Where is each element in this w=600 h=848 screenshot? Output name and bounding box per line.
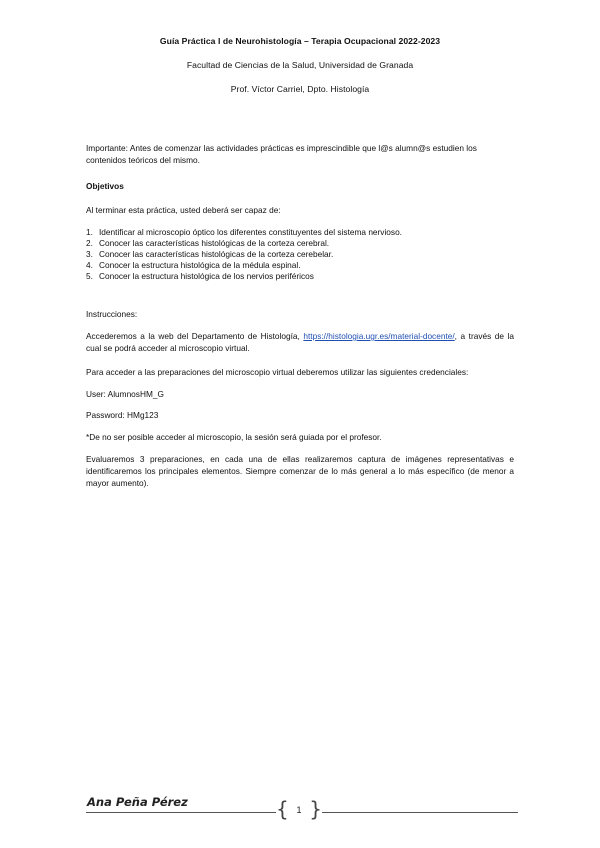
list-item-number: 5. xyxy=(86,271,93,281)
list-item-number: 3. xyxy=(86,249,93,259)
list-item-number: 1. xyxy=(86,227,93,237)
list-item-text: Conocer las características histológicas de la corteza cerebral. xyxy=(99,238,330,248)
faculty-line: Facultad de Ciencias de la Salud, Universidad de Granada xyxy=(186,60,414,70)
list-item-number: 4. xyxy=(86,260,93,270)
access-text-after: , a través de la cual se podrá acceder al microscopio virtual. xyxy=(86,331,515,353)
list-item-text: Conocer las características histológicas de la corteza cerebelar. xyxy=(99,249,334,259)
page-number: 1 xyxy=(296,805,302,815)
professor-line: Prof. Víctor Carriel, Dpto. Histología xyxy=(230,84,370,94)
objetivos-list xyxy=(86,227,514,282)
access-note: *De no ser posible acceder al microscopio, la sesión será guiada por el profesor. xyxy=(86,432,382,442)
credentials-lead: Para acceder a las preparaciones del microscopio virtual deberemos utilizar las siguientes credenciales: xyxy=(86,367,469,377)
access-text-before: Accederemos a la web del Departamento de Histología, xyxy=(86,331,300,341)
list-item xyxy=(86,271,514,282)
access-paragraph xyxy=(86,330,514,354)
footer-rule-left xyxy=(86,812,276,813)
list-item-number: 2. xyxy=(86,238,93,248)
page-number-box xyxy=(276,797,322,822)
evaluation-paragraph: Evaluaremos 3 preparaciones, en cada una de ellas realizaremos captura de imágenes representativas e identificaremos los principales elementos. Siempre comenzar de lo más general a lo más específico (de menor a mayor aumento). xyxy=(86,454,514,488)
footer-author: Ana Peña Pérez xyxy=(87,795,188,809)
document-title: Guía Práctica I de Neurohistología – Terapia Ocupacional 2022-2023 xyxy=(159,36,441,46)
right-brace-icon: } xyxy=(309,797,322,821)
list-item-text: Conocer la estructura histológica de los nervios periféricos xyxy=(99,271,314,281)
list-item-text: Identificar al microscopio óptico los diferentes constituyentes del sistema nervioso. xyxy=(99,227,402,237)
objetivos-lead: Al terminar esta práctica, usted deberá ser capaz de: xyxy=(86,205,281,215)
importante-paragraph: Importante: Antes de comenzar las actividades prácticas es imprescindible que l@s alumn@s estudien los contenidos teóricos del mismo. xyxy=(86,143,477,165)
footer-rule-right xyxy=(322,812,518,813)
instrucciones-heading: Instrucciones: xyxy=(86,309,138,319)
list-item xyxy=(86,260,514,271)
list-item xyxy=(86,227,514,238)
list-item-text: Conocer la estructura histológica de la médula espinal. xyxy=(99,260,301,270)
password-credential: Password: HMg123 xyxy=(86,410,159,420)
left-brace-icon: { xyxy=(276,797,289,821)
objetivos-heading: Objetivos xyxy=(86,181,124,191)
list-item xyxy=(86,238,514,249)
histologia-link[interactable]: https://histologia.ugr.es/material-docente/ xyxy=(303,331,455,341)
user-credential: User: AlumnosHM_G xyxy=(86,389,164,399)
list-item xyxy=(86,249,514,260)
